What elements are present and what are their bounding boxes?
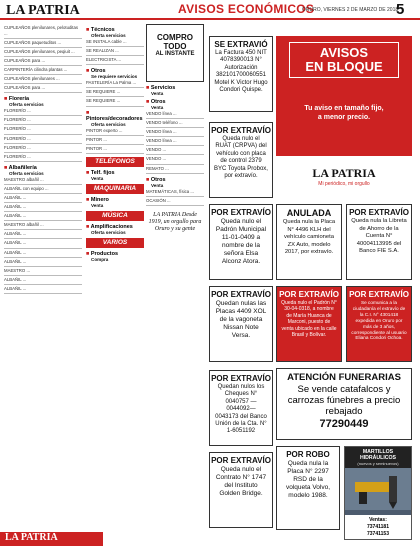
section-band: VARIOS <box>86 238 144 248</box>
notice-text: Quedan nulos los Cheques N° 0040757 —0044092— 0043173 del Banco Unión de la Cta. N° 1-6051192 <box>215 384 267 435</box>
promo-tagline-2: a menor precio. <box>317 114 371 121</box>
lost-padron-notice <box>209 204 273 280</box>
category-heading: ■ Amplificaciones <box>86 223 133 230</box>
category-subheading: Venta <box>151 91 164 96</box>
category-heading: ■ Otros <box>146 99 166 105</box>
funeral-phone: 77290449 <box>319 418 369 430</box>
hammers-contact <box>345 515 411 540</box>
lost-id-card-notice <box>346 286 412 362</box>
classified-list-top <box>4 24 82 93</box>
category-subheading: Venta <box>91 175 104 181</box>
classified-ad: CUPLEAÑOS para ... <box>4 84 82 93</box>
classified-ad: FLORERÍO ... <box>4 153 82 162</box>
notice-text: Queda nulo el RUAT (CRPVA) del vehículo con placa de control 2379 BYC Toyota Probox, por extravío. <box>214 136 268 180</box>
lost-cheques-notice <box>209 370 273 446</box>
category-heading: ■ Minero <box>86 196 109 203</box>
notice-title: ANULADA <box>286 208 332 218</box>
patria-band-slogan: Mi periódico, mi orgullo <box>318 181 370 187</box>
lost-passbook-notice <box>346 204 412 280</box>
classified-ad: CUPLEAÑOS plenilunares ... <box>4 75 82 84</box>
classified-ad: CUPLEAÑOS plenilunares, pelotuditas ... <box>4 24 82 39</box>
notice-title: POR EXTRAVÍO <box>211 290 271 299</box>
classified-list <box>146 110 204 174</box>
block-ads-promo <box>276 36 412 156</box>
category-heading: ■ Técnicos <box>86 27 115 33</box>
classified-ad: MATEMÁTICAS, física ... <box>146 188 204 197</box>
annulled-plate-notice <box>276 204 342 280</box>
classified-ad: PINTOR ... <box>86 136 144 145</box>
hammers-subtitle: (nuevos y seminuevos) <box>345 461 411 468</box>
lost-ruat-notice <box>209 122 273 198</box>
category-subheading: Oferta servicios <box>91 33 126 38</box>
category-heading: ■ Pintores/decoradores <box>86 109 143 122</box>
notice-text: Queda nula la Placa N° 4496 KLH del vehículo camioneta ZX Auto, modelo 2017, por extravío. <box>282 219 336 255</box>
buy-ad-box <box>146 24 204 82</box>
notice-title: POR ROBO <box>286 450 330 459</box>
notice-title: POR EXTRAVÍO <box>279 290 339 299</box>
category-subheading: Se requiere servicios <box>91 74 138 80</box>
classified-ad: CUPLEAÑOS para ... <box>4 57 82 66</box>
classified-ad: SE REALIZAN ... <box>86 47 144 56</box>
theft-plate-notice <box>276 446 340 530</box>
classified-list-albanileria <box>4 176 82 294</box>
funeral-ad <box>276 368 412 440</box>
classified-column-2 <box>86 24 144 544</box>
lost-plates-notice <box>209 286 273 362</box>
category-heading: ■ Albañilería <box>4 164 37 171</box>
classified-ad: FLORERÍO ... <box>4 107 82 116</box>
promo-line-2: EN BLOQUE <box>305 59 383 74</box>
notice-text: Queda nulo el Padrón Municipal 11-01-0409 a nombre de la señora Elsa Alconz Atora. <box>215 218 267 265</box>
classified-ad: VENDO línea ... <box>146 110 204 119</box>
classified-ad: PINTOR ... <box>86 145 144 154</box>
notice-title: POR EXTRAVÍO <box>349 290 409 299</box>
hammer-machine-image <box>345 468 412 510</box>
classified-ad: VENDO teléfono ... <box>146 119 204 128</box>
category-subheading: Oferta servicios <box>9 102 44 108</box>
category-subheading: Venta <box>151 105 164 110</box>
classified-ad: VENDO ... <box>146 155 204 164</box>
classified-ad: MAESTRO ... <box>4 267 82 276</box>
lost-contract-notice <box>209 452 273 528</box>
buy-ad-subtitle: AL INSTANTE <box>155 51 195 57</box>
classified-ad: ELECTRICISTA ... <box>86 56 144 65</box>
classified-ad: ALBAÑIL ... <box>4 258 82 267</box>
notice-title: POR EXTRAVÍO <box>211 208 271 217</box>
funeral-title: ATENCIÓN FUNERARIAS <box>287 372 401 383</box>
footer-logo: LA PATRIA <box>5 532 58 543</box>
notice-title: POR EXTRAVÍO <box>211 374 271 383</box>
category-heading: ■ Productos <box>86 250 119 257</box>
classified-ad: FLORERÍO ... <box>4 116 82 125</box>
classified-ad: CUPLEAÑOS paquetuditos ... <box>4 39 82 48</box>
classified-ad: OCASIÓN ... <box>146 197 204 206</box>
classified-list <box>86 38 144 65</box>
classified-ad: ALBAÑIL ... <box>4 285 82 294</box>
hammers-ventas-label: Ventas: <box>369 517 387 523</box>
lost-invoice-notice <box>209 36 273 112</box>
classified-ad: ALBAÑIL ... <box>4 276 82 285</box>
classified-list <box>86 79 144 106</box>
classified-ad: FLORERÍO ... <box>4 135 82 144</box>
category-subheading: Compra <box>91 256 109 262</box>
classified-list <box>146 188 204 206</box>
category-subheading: Venta <box>151 182 164 188</box>
classified-ad: CUPLEAÑOS plenilunares, peqiuit ... <box>4 48 82 57</box>
classified-ad: VENDO línea ... <box>146 128 204 137</box>
notice-text: Queda nula la Placa N° 2297 RSD de la volqueta Volvo, modelo 1988. <box>285 460 331 499</box>
classified-column-3 <box>146 24 204 544</box>
section-band: MAQUINARIA <box>86 184 144 194</box>
category-subheading: Venta <box>91 202 104 208</box>
patria-band-logo: LA PATRIA <box>312 166 376 180</box>
category-heading: ■ Telf. fijos <box>86 169 115 176</box>
category-subheading: Oferta servicios <box>9 170 44 176</box>
classified-ad: CARPINTERÍA cilindra plantas ... <box>4 66 82 75</box>
section-title: AVISOS ECONÓMICOS <box>178 2 315 16</box>
notice-title: POR EXTRAVÍO <box>349 208 409 217</box>
notice-text: La Factura 450 NIT 4078390013 N° Autorización 382101700060551 Motel K Victor Hugo Condori Quispe. <box>214 50 268 94</box>
classified-ad: FLORERÍO ... <box>4 144 82 153</box>
notice-text: Queda nulo el Padrón N° 30-04-0318, a nombre de María Huanca de Marconi, puesto de venta ubicado en la calle Brasil y Bolívar. <box>281 300 337 339</box>
classified-ad: SE REQUIERE ... <box>86 88 144 97</box>
category-heading: ■ Florería <box>4 96 30 103</box>
section-band: MÚSICA <box>86 211 144 221</box>
classified-ad: ALBAÑIL ... <box>4 194 82 203</box>
hammers-phone-2: 73741153 <box>367 531 389 537</box>
patria-band <box>276 166 412 186</box>
buy-ad-title: COMPRO TODO <box>157 33 193 51</box>
hydraulic-hammers-ad <box>344 446 412 540</box>
notice-title: POR EXTRAVÍO <box>211 456 271 465</box>
classified-ad: SE REQUIERE ... <box>86 97 144 106</box>
page-header <box>0 0 420 20</box>
category-heading: ■ Servicios <box>146 85 176 91</box>
classified-ad: ALBAÑIL ... <box>4 203 82 212</box>
classified-ad: REMATO ... <box>146 165 204 174</box>
classified-ad: ALBAÑIL ... <box>4 230 82 239</box>
classified-ad: ALBAÑIL ... <box>4 212 82 221</box>
classified-list <box>86 127 144 154</box>
classified-ad: ALBAÑIL ... <box>4 249 82 258</box>
promo-line-1: AVISOS <box>319 45 369 60</box>
category-subheading: Oferta servicios <box>91 121 126 127</box>
funeral-text: Se vende catafalcos y carrozas fúnebres a precio rebajado <box>287 384 401 417</box>
patria-house-ad: LA PATRIA Desde 1919, un orgullo para Oruro y su gente <box>148 211 202 232</box>
notice-text: Quedan nulas las Placas 4409 XOL de la vagoneta Nissan Note Versa. <box>215 300 267 339</box>
notice-text: Se comunica a la ciudadanía el extravío de la C.I. N° 4301418 expedida en Oruro por más de 3 años, correspondiente al usuario Eliana Condori Ochoa. <box>351 300 407 341</box>
classified-ad: FLORERÍO ... <box>4 125 82 134</box>
notice-text: Queda nulo el Contrato N° 1747 del Instituto Golden Bridge. <box>215 466 267 497</box>
classified-column-1 <box>4 24 82 544</box>
classified-ad: ALBAÑIL ... <box>4 239 82 248</box>
masthead-logo: LA PATRIA <box>6 3 80 18</box>
category-heading: ■ Otros <box>146 176 166 183</box>
page-number: 5 <box>396 1 405 18</box>
classified-ad: VENDO ... <box>146 146 204 155</box>
issue-date: ORURO, VIERNES 2 DE MARZO DE 2018 <box>302 7 399 13</box>
notice-title: POR EXTRAVÍO <box>211 126 271 135</box>
category-subheading: Oferta servicios <box>91 229 126 235</box>
lost-padron-notice-2 <box>276 286 342 362</box>
hammers-title: MARTILLOS HIDRÁULICOS <box>345 447 411 461</box>
classified-ad: SE INSTALA cable ... <box>86 38 144 47</box>
notice-title: SE EXTRAVIÓ <box>214 40 268 49</box>
classified-ad: PINTOR experto ... <box>86 127 144 136</box>
classified-ad: PASTELERÍA La Palma ... <box>86 79 144 88</box>
classified-ad: VENDO línea ... <box>146 137 204 146</box>
classified-ad: MAESTRO albañil ... <box>4 221 82 230</box>
promo-tagline-1: Tu aviso en tamaño fijo, <box>304 105 384 112</box>
category-heading: ■ Otros <box>86 68 106 75</box>
classified-ad: ALBAÑIL con equipo ... <box>4 185 82 194</box>
classified-ad: MAESTRO albañil ... <box>4 176 82 185</box>
section-band: TELÉFONOS <box>86 157 144 167</box>
classified-list-floreria <box>4 107 82 162</box>
hammers-phone-1: 73741181 <box>367 524 389 530</box>
notice-text: Queda nula la Libreta de Ahorro de la Cuenta N° 40004113995 del Banco FIE S.A. <box>351 218 407 254</box>
